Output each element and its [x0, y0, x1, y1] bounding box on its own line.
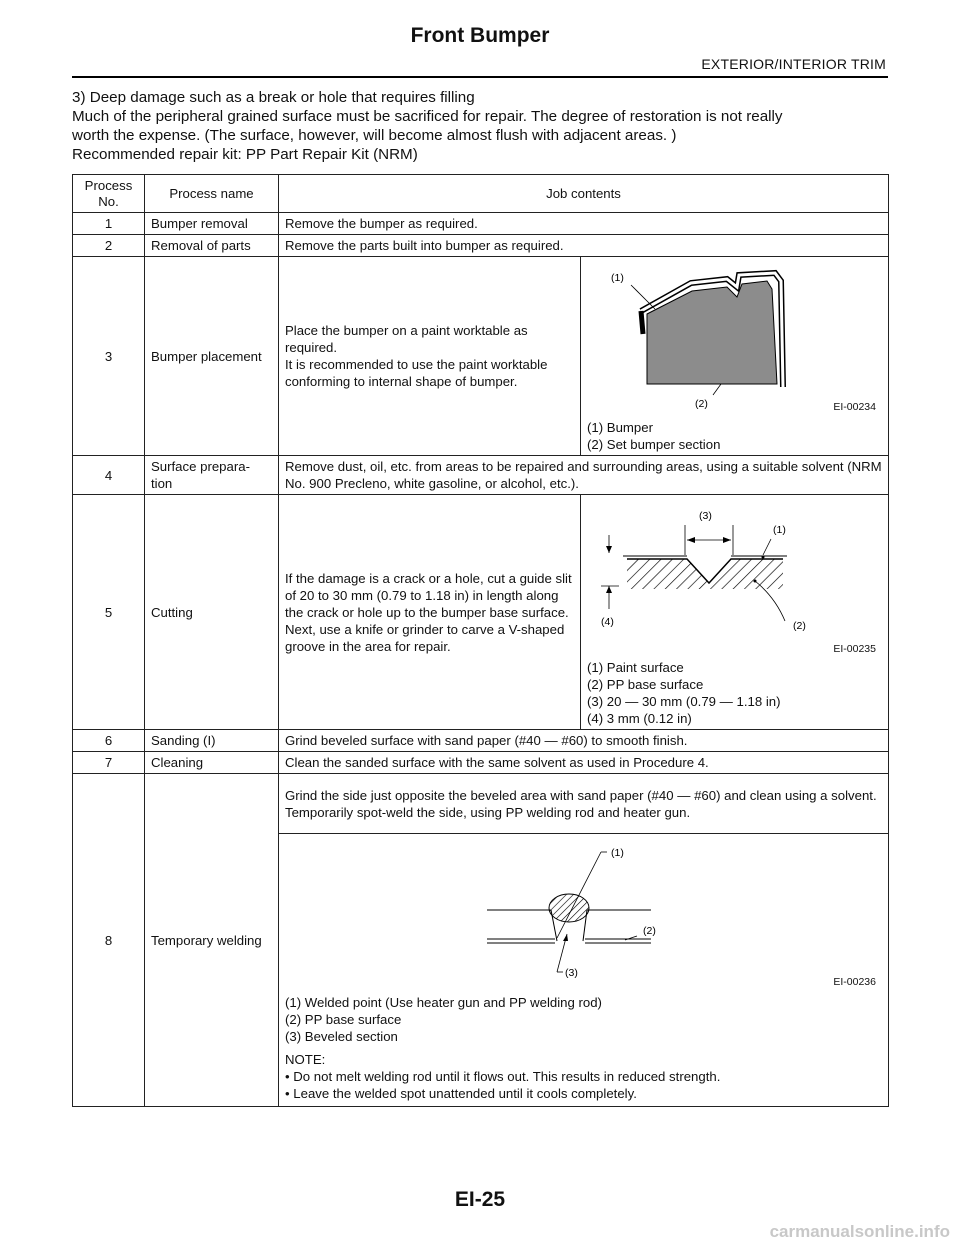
row-name: Cleaning [145, 752, 279, 774]
table-row [73, 456, 889, 495]
row-job-split [279, 774, 889, 1107]
legend-item: (3) 20 — 30 mm (0.79 — 1.18 in) [587, 694, 781, 709]
figure-cell-bumper [581, 257, 889, 456]
table-row [73, 257, 889, 456]
callout-label: (1) [611, 847, 624, 859]
row-no: 3 [73, 257, 145, 456]
callout-label: (2) [793, 620, 806, 632]
legend-item: (4) 3 mm (0.12 in) [587, 711, 692, 726]
row-name: Surface prepara- tion [145, 456, 279, 495]
row-name: Sanding (I) [145, 730, 279, 752]
figure-id: EI-00236 [833, 976, 876, 988]
page-title: Front Bumper [410, 24, 550, 47]
row-name: Bumper removal [145, 213, 279, 235]
callout-label: (3) [565, 967, 578, 979]
row-no: 8 [73, 774, 145, 1107]
cutting-diagram [587, 497, 881, 649]
callout-label: (3) [699, 510, 712, 522]
table-header-row [73, 175, 889, 213]
figure-legend [285, 984, 882, 1045]
figure-cell-welding [279, 834, 888, 1107]
callout-label: (4) [601, 616, 614, 628]
row-job: Clean the sanded surface with the same solvent as used in Procedure 4. [279, 752, 889, 774]
legend-item: (1) Bumper [587, 420, 653, 435]
legend-item: (1) Paint surface [587, 660, 684, 675]
legend-item: (2) Set bumper section [587, 437, 721, 452]
legend-item: (2) PP base surface [587, 677, 704, 692]
figure-cell-cutting [581, 495, 889, 730]
header-job-contents: Job contents [279, 175, 889, 213]
callout-label: (1) [773, 524, 786, 536]
callout-label: (1) [611, 272, 624, 284]
intro-block [72, 88, 892, 164]
row-no: 6 [73, 730, 145, 752]
row-job: Remove the bumper as required. [279, 213, 889, 235]
row-name: Removal of parts [145, 235, 279, 257]
row-no: 2 [73, 235, 145, 257]
callout-label: (2) [643, 925, 656, 937]
row-name: Bumper placement [145, 257, 279, 456]
row-name: Temporary welding [145, 774, 279, 1107]
note-item: • Leave the welded spot unattended until it cools completely. [285, 1086, 637, 1101]
process-table [72, 174, 889, 1107]
row-no: 7 [73, 752, 145, 774]
row-no: 4 [73, 456, 145, 495]
note-item: • Do not melt welding rod until it flows out. This results in reduced strength. [285, 1069, 721, 1084]
legend-item: (1) Welded point (Use heater gun and PP welding rod) [285, 995, 602, 1010]
row-name: Cutting [145, 495, 279, 730]
figure-id: EI-00234 [833, 401, 876, 413]
intro-line-1: Much of the peripheral grained surface must be sacrificed for repair. The degree of restoration is not really [72, 108, 783, 125]
figure-id: EI-00235 [833, 643, 876, 655]
header-process-no: Process No. [73, 175, 145, 213]
row-job: Remove the parts built into bumper as required. [279, 235, 889, 257]
intro-heading: 3) Deep damage such as a break or hole that requires filling [72, 89, 475, 106]
row-no: 1 [73, 213, 145, 235]
row-job: Grind the side just opposite the beveled area with sand paper (#40 — #60) and clean using a solvent. Temporarily spot-weld the side, using PP welding rod and heater gun. [279, 774, 888, 834]
figure-legend [587, 649, 882, 727]
intro-line-2: worth the expense. (The surface, however, will become almost flush with adjacent areas. ) [72, 127, 677, 144]
page-number: EI-25 [454, 1188, 506, 1211]
table-row [73, 752, 889, 774]
table-row [73, 495, 889, 730]
figure-cutting [587, 497, 882, 655]
table-row [73, 730, 889, 752]
watermark: carmanualsonline.info [769, 1222, 950, 1241]
table-row [73, 213, 889, 235]
row-job: Remove dust, oil, etc. from areas to be repaired and surrounding areas, using a suitable solvent (NRM No. 900 Precleno, white gasoline, or alcohol, etc.). [279, 456, 889, 495]
note-block [285, 1045, 882, 1104]
welding-subtable [279, 774, 888, 1106]
row-job: Place the bumper on a paint worktable as required. It is recommended to use the paint worktable conforming to internal shape of bumper. [279, 257, 581, 456]
note-label: NOTE: [285, 1052, 326, 1067]
table-row [73, 774, 889, 1107]
legend-item: (2) PP base surface [285, 1012, 402, 1027]
figure-bumper [587, 259, 882, 413]
row-job: If the damage is a crack or a hole, cut a guide slit of 20 to 30 mm (0.79 to 1.18 in) in length along the crack or hole up to the bumper base surface. Next, use a knife or grinder to carve a V-shaped groove in the area for repair. [279, 495, 581, 730]
figure-welding [285, 836, 882, 988]
welding-diagram [285, 836, 960, 984]
legend-item: (3) Beveled section [285, 1029, 398, 1044]
row-no: 5 [73, 495, 145, 730]
callout-label: (2) [695, 398, 708, 409]
section-name: EXTERIOR/INTERIOR TRIM [701, 56, 886, 72]
header-rule [72, 76, 888, 78]
bumper-diagram [587, 259, 881, 409]
row-job: Grind beveled surface with sand paper (#40 — #60) to smooth finish. [279, 730, 889, 752]
intro-kit: Recommended repair kit: PP Part Repair Kit (NRM) [72, 146, 418, 163]
table-row [73, 235, 889, 257]
header-process-name: Process name [145, 175, 279, 213]
